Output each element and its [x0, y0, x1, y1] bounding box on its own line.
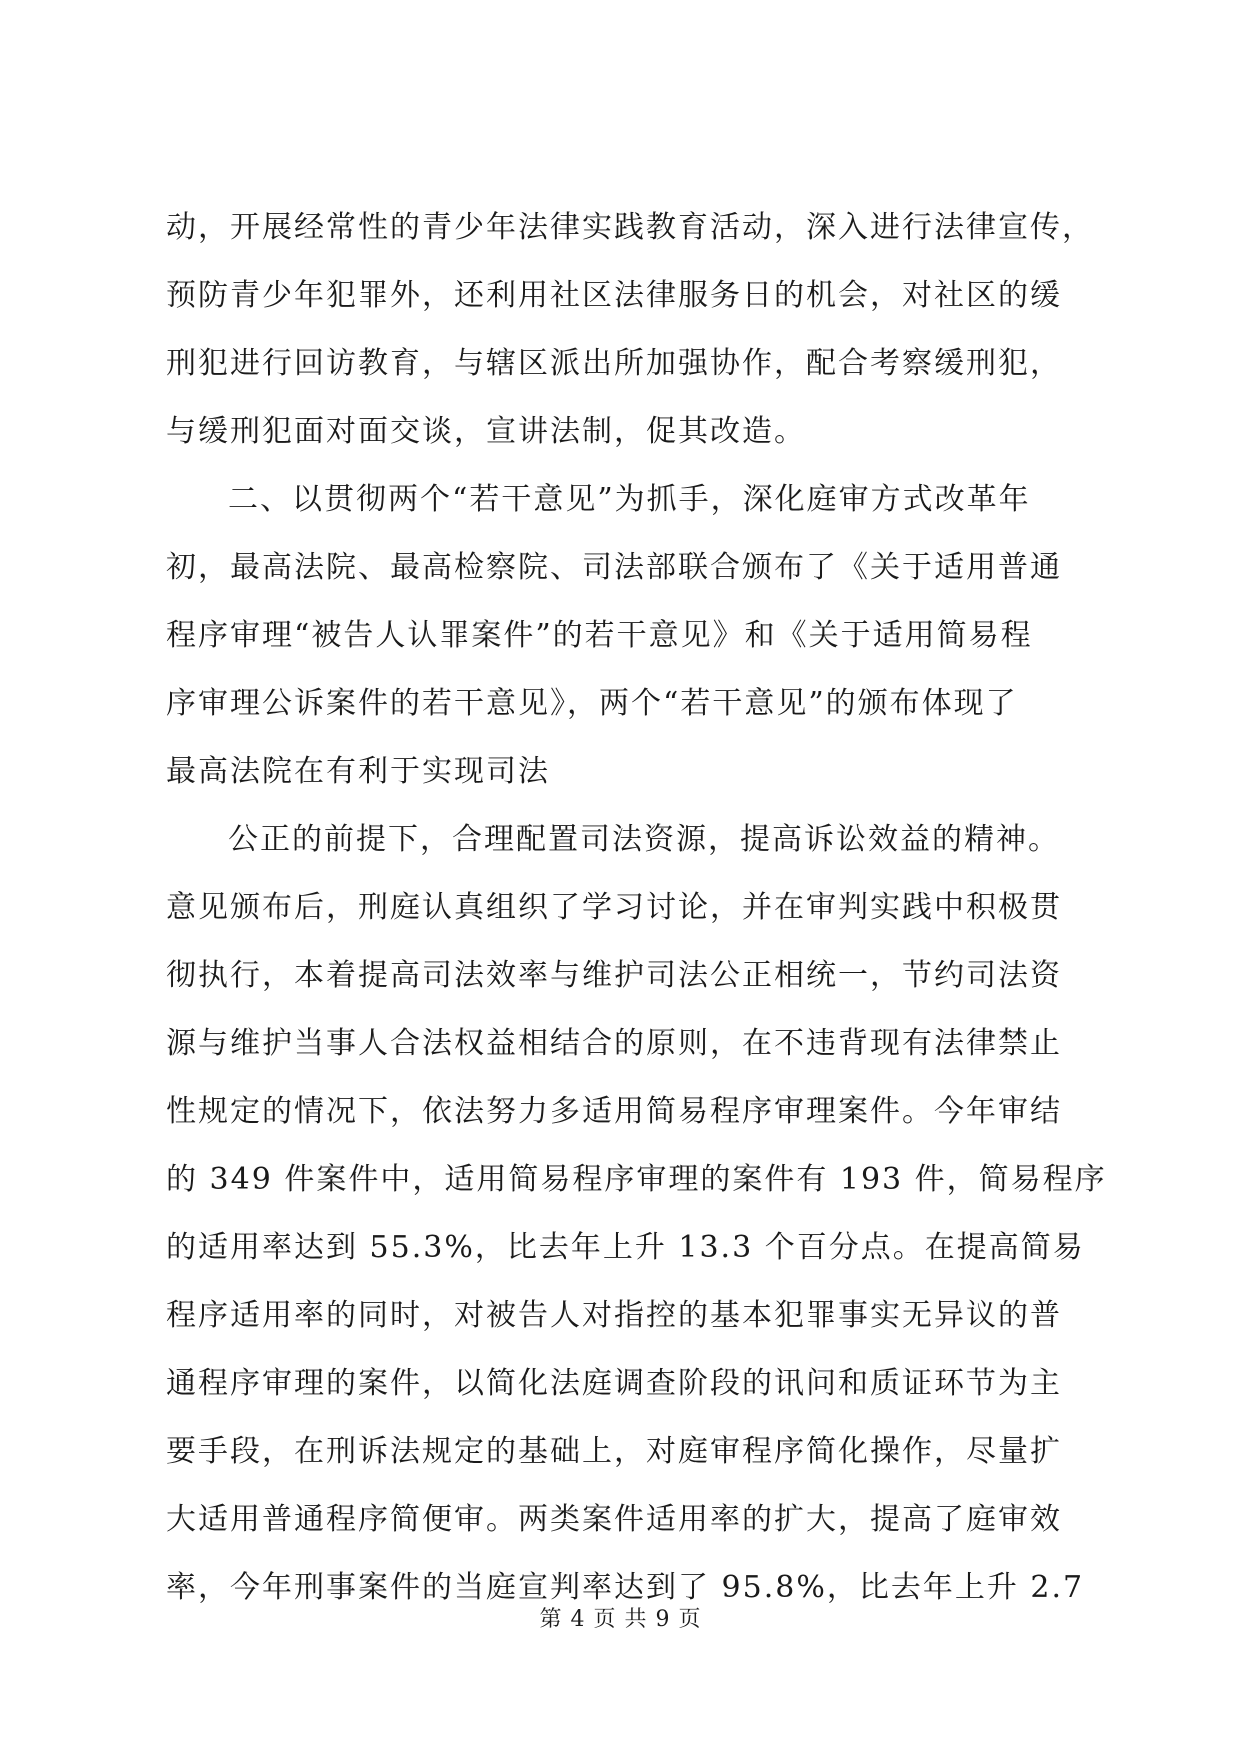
text-line: 的 349 件案件中，适用简易程序审理的案件有 193 件，简易程序 [166, 1162, 1107, 1197]
text-line: 预防青少年犯罪外，还利用社区法律服务日的机会，对社区的缓 [166, 278, 1062, 313]
text-line: 大适用普通程序简便审。两类案件适用率的扩大，提高了庭审效 [166, 1502, 1062, 1537]
text-line: 序审理公诉案件的若干意见》，两个“若干意见”的颁布体现了 [166, 686, 1018, 721]
text-line: 源与维护当事人合法权益相结合的原则，在不违背现有法律禁止 [166, 1026, 1062, 1061]
text-line: 性规定的情况下，依法努力多适用简易程序审理案件。今年审结 [166, 1094, 1062, 1129]
text-line: 意见颁布后，刑庭认真组织了学习讨论，并在审判实践中积极贯 [166, 890, 1062, 925]
text-line: 初，最高法院、最高检察院、司法部联合颁布了《关于适用普通 [166, 550, 1062, 585]
text-line: 与缓刑犯面对面交谈，宣讲法制，促其改造。 [166, 414, 806, 449]
text-line: 要手段，在刑诉法规定的基础上，对庭审程序简化操作，尽量扩 [166, 1434, 1062, 1469]
text-line: 程序适用率的同时，对被告人对指控的基本犯罪事实无异议的普 [166, 1298, 1062, 1333]
text-line: 刑犯进行回访教育，与辖区派出所加强协作，配合考察缓刑犯， [166, 346, 1062, 381]
section-heading-line: 二、以贯彻两个“若干意见”为抓手，深化庭审方式改革年 [228, 482, 1031, 517]
page-number-footer: 第 4 页 共 9 页 [539, 1607, 702, 1632]
text-line: 率，今年刑事案件的当庭宣判率达到了 95.8%，比去年上升 2.7 [166, 1570, 1085, 1605]
text-line: 彻执行，本着提高司法效率与维护司法公正相统一，节约司法资 [166, 958, 1062, 993]
text-line: 的适用率达到 55.3%，比去年上升 13.3 个百分点。在提高简易 [166, 1230, 1085, 1265]
paragraph-start-line: 公正的前提下，合理配置司法资源，提高诉讼效益的精神。 [228, 822, 1060, 857]
text-line: 通程序审理的案件，以简化法庭调查阶段的讯问和质证环节为主 [166, 1366, 1062, 1401]
text-line: 最高法院在有利于实现司法 [166, 754, 550, 789]
text-line: 动，开展经常性的青少年法律实践教育活动，深入进行法律宣传， [166, 210, 1094, 245]
document-body [166, 194, 1107, 1622]
text-line: 程序审理“被告人认罪案件”的若干意见》和《关于适用简易程 [166, 618, 1033, 653]
